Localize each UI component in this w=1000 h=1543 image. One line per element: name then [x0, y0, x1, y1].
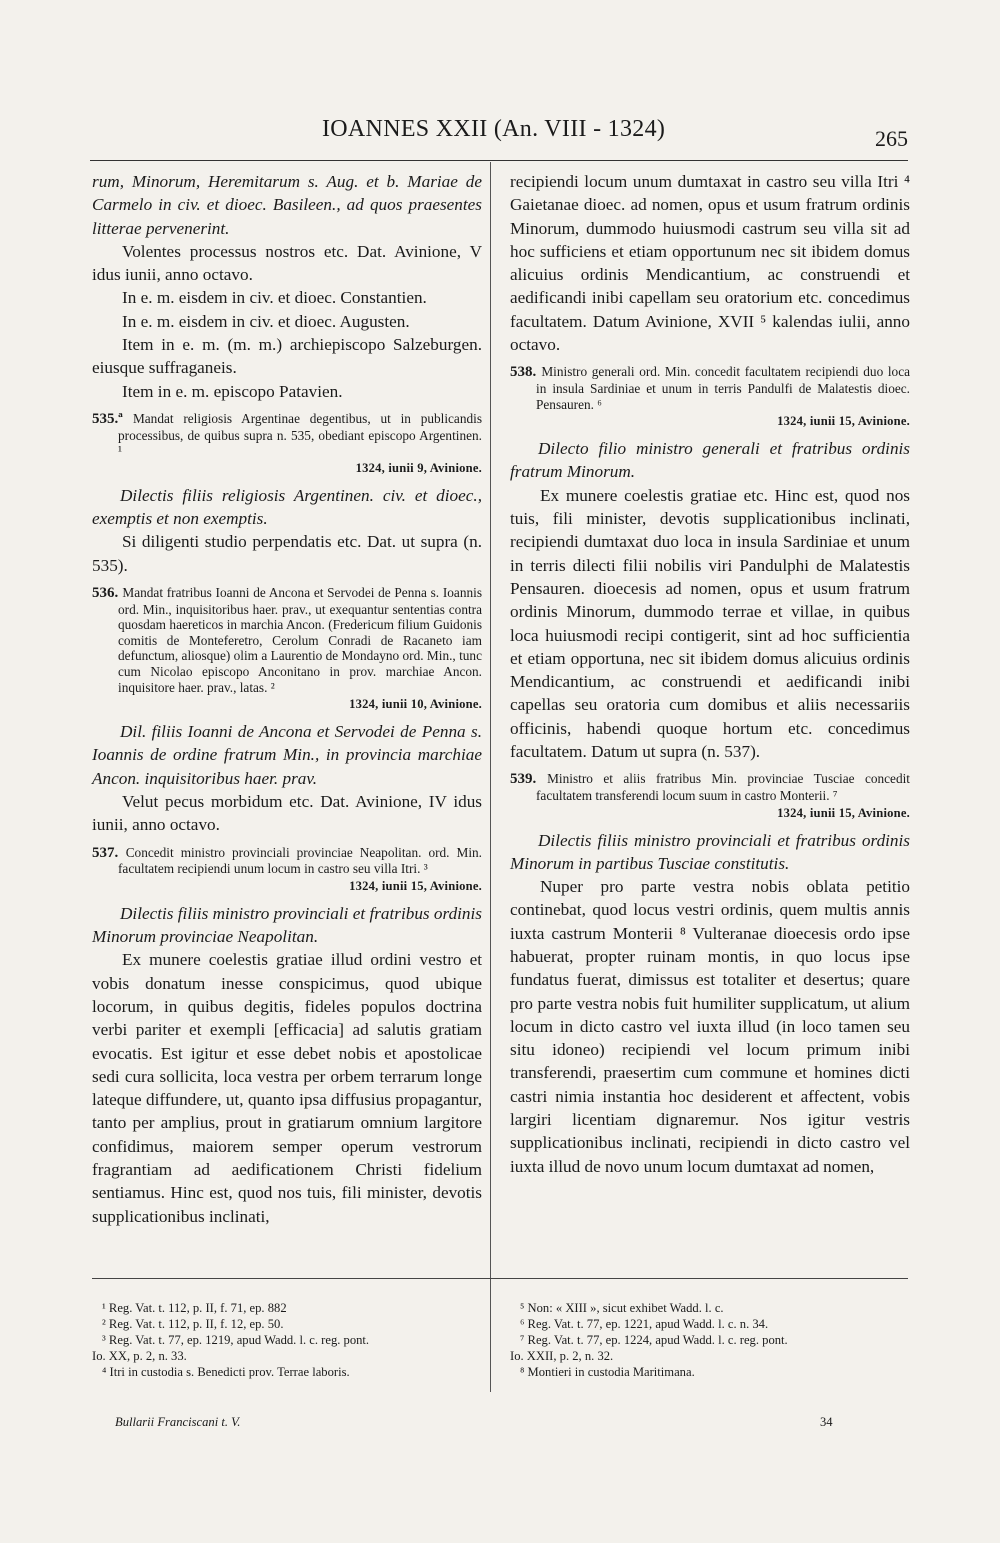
- footnote: ³ Reg. Vat. t. 77, ep. 1219, apud Wadd. l. c. reg. pont.: [102, 1333, 370, 1347]
- page-number: 265: [875, 126, 908, 151]
- footnote: ⁶ Reg. Vat. t. 77, ep. 1221, apud Wadd. l. c. n. 34.: [520, 1317, 769, 1331]
- right-column: [510, 170, 910, 1178]
- footnote: ⁸ Montieri in custodia Maritimana.: [520, 1365, 695, 1379]
- footnote-rule: [92, 1278, 908, 1279]
- footnotes-right: [510, 1300, 910, 1380]
- entry-text: Ex munere coelestis gratiae etc. Hinc est, quod nos tuis, fili minister, devotis supplicationibus inclinati, recipiendi dumtaxat duo loca in insula Sardiniae et unum in terris dilecti filii nobilis viri Pandulphi de Malatestis Pensauren. dioecesis ad nomen, opus et usum fratrum ordinis Minorum, dummodo terrae et villae, in quibus loca huiusmodi recipi contigerit, sint ad hoc sufficientia et etiam opportuna, nec sit ibidem domus alicuius ordinis Mendicantium, ac construendi et aedificandi inibi capellas seu oratoria cum domibus et aliis necessariis officinis, habendi quoque hortum etc. concedimus facultatem. Datum ut supra (n. 537).: [510, 485, 910, 762]
- entry-address: Dilectis filiis ministro provinciali et fratribus ordinis Minorum in partibus Tusciae constitutis.: [510, 830, 910, 873]
- entry-537: [92, 845, 482, 1228]
- left-column: [92, 170, 482, 1228]
- continuation-address: rum, Minorum, Heremitarum s. Aug. et b. Mariae de Carmelo in civ. et dioec. Basileen., ad quos praesentes litterae pervenerint.: [92, 172, 482, 238]
- entry-address: Dilectis filiis religiosis Argentinen. civ. et dioec., exemptis et non exemptis.: [92, 485, 482, 529]
- entry-number: 539.: [510, 771, 548, 788]
- continuation-text: recipiendi locum unum dumtaxat in castro seu villa Itri ⁴ Gaietanae dioec. ad nomen, opus et usum fratrum ordinis Minorum, dummodo huiusmodi castrum seu villa sit ad hoc sufficiens et etiam opportunum nec sit ibidem domus alicuius ordinis Mendicantium, ac construendi et aedificandi inibi capellam seu oratorium etc. concedimus facultatem. Datum Avinione, XVII ⁵ kalendas iulii, anno octavo.: [510, 172, 910, 355]
- entry-538: [510, 364, 910, 763]
- gathering-number: 34: [820, 1415, 833, 1429]
- entry-number: 538.: [510, 364, 542, 381]
- paragraph: In e. m. eisdem in civ. et dioec. Constantien.: [122, 288, 427, 308]
- footnote: ⁴ Itri in custodia s. Benedicti prov. Terrae laboris.: [102, 1365, 350, 1379]
- paragraph: Volentes processus nostros etc. Dat. Avinione, V idus iunii, anno octavo.: [92, 241, 482, 285]
- entry-dateline: 1324, iunii 10, Avinione.: [349, 697, 482, 712]
- paragraph: In e. m. eisdem in civ. et dioec. Augusten.: [122, 311, 410, 331]
- entry-summary: 539. Ministro et aliis fratribus Min. provinciae Tusciae concedit facultatem transferendi locum suum in castro Monterii. ⁷: [510, 771, 910, 803]
- entry-dateline: 1324, iunii 15, Avinione.: [349, 878, 482, 893]
- entry-address: Dilecto filio ministro generali et fratribus ordinis fratrum Minorum.: [510, 439, 910, 482]
- printer-signature: Bullarii Franciscani t. V.: [115, 1415, 241, 1429]
- footnote-continuation: Io. XX, p. 2, n. 33.: [92, 1349, 187, 1363]
- entry-number: 537.: [92, 844, 126, 861]
- running-title: IOANNES XXII (An. VIII - 1324): [322, 116, 666, 142]
- header-rule: [90, 160, 908, 161]
- entry-539: [510, 771, 910, 1178]
- entry-number: 536.: [92, 584, 123, 601]
- footnote: ⁷ Reg. Vat. t. 77, ep. 1224, apud Wadd. l. c. reg. pont.: [520, 1333, 788, 1347]
- entry-text: Velut pecus morbidum etc. Dat. Avinione, IV idus iunii, anno octavo.: [92, 791, 482, 835]
- entry-text: Si diligenti studio perpendatis etc. Dat. ut supra (n. 535).: [92, 532, 482, 575]
- entry-summary: 537. Concedit ministro provinciali provinciae Neapolitan. ord. Min. facultatem recipiendi unum locum in castro seu villa Itri. ³: [92, 844, 482, 877]
- entry-text: Ex munere coelestis gratiae illud ordini vestro et vobis donatum inesse conspicimus, quod ubique locorum, in quibus degitis, fideles populos doctrina verbi pariter et exempli [efficacia] ad salutis gratiam evocatis. Est igitur et esse debet nobis et apostolicae sedi cura sollicita, loca vestra per orbem terrarum longe lateque diffundere, ut, quanto ipsa diffusius propagantur, tanto per amplius, prout in gratiarum omnium largitore confidimus, maiorem semper operum vestrorum fragrantiam ad aedificationem Christi fidelium sentiamus. Hinc est, quod nos tuis, fili minister, devotis supplicationibus inclinati,: [92, 950, 482, 1226]
- footnotes-left: [92, 1300, 482, 1380]
- entry-summary: 538. Ministro generali ord. Min. concedit facultatem recipiendi duo loca in insula Sardiniae et unum in terris Pandulfi de Malatestis dioec. Pensauren. ⁶: [510, 364, 911, 412]
- entry-text: Nuper pro parte vestra nobis oblata petitio continebat, quod locus vestri ordinis, quem multis annis iuxta castrum Monterii ⁸ Vulteranae dioecesis ordo ipse habuerat, propter ruinam montis, in quo locus ipse fundatus fuerat, dimissus est totaliter et desertus; quare pro parte vestra nobis fuit humiliter supplicatum, ut alium locum in dicto castro vel iuxta illud (in loco tamen seu situ idoneo) recipiendi vel locum primum inibi transferendi, praesertim cum commune et homines dicti castri nimia instantia hoc desiderent et affectent, vobis largiri licentiam dignaremur. Nos igitur vestris supplicationibus inclinati, recipiendi in dicto castro vel iuxta illud de novo unum locum dumtaxat ad nomen,: [510, 877, 910, 1176]
- running-head: [0, 116, 1000, 152]
- paragraph: Item in e. m. episcopo Patavien.: [122, 381, 343, 401]
- entry-address: Dil. filiis Ioanni de Ancona et Servodei de Penna s. Ioannis de ordine fratrum Min., in provincia marchiae Ancon. inquisitoribus haer. prav.: [92, 722, 482, 788]
- entry-535: [92, 411, 482, 577]
- footnote: ² Reg. Vat. t. 112, p. II, f. 12, ep. 50.: [102, 1317, 284, 1331]
- paragraph: Item in e. m. (m. m.) archiepiscopo Salzeburgen. eiusque suffraganeis.: [92, 335, 482, 378]
- footnote: ¹ Reg. Vat. t. 112, p. II, f. 71, ep. 882: [102, 1301, 287, 1315]
- entry-dateline: 1324, iunii 15, Avinione.: [777, 414, 910, 429]
- footnote-continuation: Io. XXII, p. 2, n. 32.: [510, 1349, 614, 1363]
- entry-address: Dilectis filiis ministro provinciali et fratribus ordinis Minorum provinciae Neapolitan.: [92, 903, 482, 947]
- entry-dateline: 1324, iunii 15, Avinione.: [777, 805, 910, 820]
- column-divider: [490, 162, 491, 1392]
- entry-dateline: 1324, iunii 9, Avinione.: [355, 460, 482, 475]
- footnote: ⁵ Non: « XIII », sicut exhibet Wadd. l. c.: [520, 1301, 724, 1315]
- entry-summary: 535.ª Mandat religiosis Argentinae degentibus, ut in publicandis processibus, de quibus supra n. 535, obediant episcopo Argentinen. ¹: [92, 410, 482, 459]
- entry-536: [92, 585, 482, 837]
- entry-summary: 536. Mandat fratribus Ioanni de Ancona et Servodei de Penna s. Ioannis ord. Min., inquisitoribus haer. prav., ut exequantur sententias contra quosdam haereticos in marchia Ancon. (Fredericum filium Guidonis comitis de Monteferetro, Cerolum Conradi de Racaneto iam defunctum, aliosque) olim a Laurentio de Mondayno ord. Min., tunc cum Nicolao episcopo Anconitano in prov. marchiae Ancon. inquisitore haer. prav., latas. ²: [92, 584, 482, 695]
- entry-number: 535.ª: [92, 410, 133, 427]
